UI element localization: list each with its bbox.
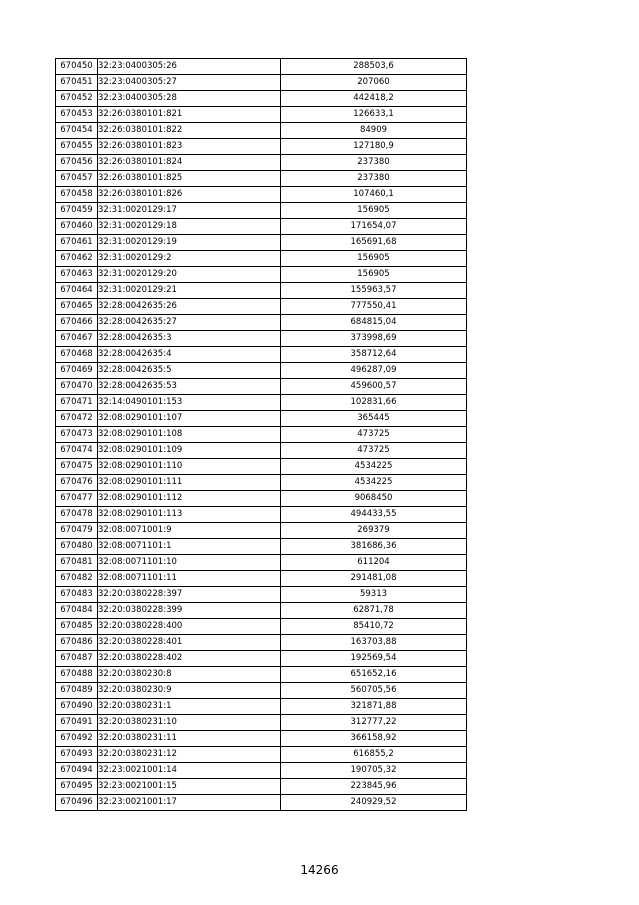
- cadastral-number-cell: 32:26:0380101:821: [98, 107, 281, 123]
- cadastral-number-cell: 32:20:0380228:401: [98, 635, 281, 651]
- row-id-cell: 670486: [56, 635, 98, 651]
- row-id-cell: 670474: [56, 443, 98, 459]
- table-row: [56, 747, 467, 763]
- table-row: [56, 171, 467, 187]
- cadastral-number-cell: 32:31:0020129:18: [98, 219, 281, 235]
- value-cell: 102831,66: [281, 395, 467, 411]
- cadastral-number-cell: 32:08:0290101:113: [98, 507, 281, 523]
- row-id-cell: 670454: [56, 123, 98, 139]
- table-row: [56, 123, 467, 139]
- table-row: [56, 763, 467, 779]
- row-id-cell: 670490: [56, 699, 98, 715]
- cadastral-number-cell: 32:08:0290101:112: [98, 491, 281, 507]
- row-id-cell: 670451: [56, 75, 98, 91]
- value-cell: 240929,52: [281, 795, 467, 811]
- table-row: [56, 155, 467, 171]
- value-cell: 494433,55: [281, 507, 467, 523]
- row-id-cell: 670465: [56, 299, 98, 315]
- table-row: [56, 411, 467, 427]
- row-id-cell: 670482: [56, 571, 98, 587]
- value-cell: 291481,08: [281, 571, 467, 587]
- row-id-cell: 670468: [56, 347, 98, 363]
- table-row: [56, 107, 467, 123]
- table-row: [56, 363, 467, 379]
- table-row: [56, 635, 467, 651]
- cadastral-number-cell: 32:23:0400305:27: [98, 75, 281, 91]
- cadastral-number-cell: 32:20:0380228:402: [98, 651, 281, 667]
- table-row: [56, 59, 467, 75]
- row-id-cell: 670487: [56, 651, 98, 667]
- row-id-cell: 670488: [56, 667, 98, 683]
- table-row: [56, 299, 467, 315]
- row-id-cell: 670457: [56, 171, 98, 187]
- value-cell: 442418,2: [281, 91, 467, 107]
- row-id-cell: 670460: [56, 219, 98, 235]
- value-cell: 155963,57: [281, 283, 467, 299]
- table-row: [56, 587, 467, 603]
- table-row: [56, 443, 467, 459]
- value-cell: 288503,6: [281, 59, 467, 75]
- cadastral-number-cell: 32:26:0380101:824: [98, 155, 281, 171]
- value-cell: 381686,36: [281, 539, 467, 555]
- cadastral-number-cell: 32:28:0042635:5: [98, 363, 281, 379]
- cadastral-value-table: [55, 58, 467, 811]
- value-cell: 358712,64: [281, 347, 467, 363]
- row-id-cell: 670493: [56, 747, 98, 763]
- row-id-cell: 670453: [56, 107, 98, 123]
- value-cell: 59313: [281, 587, 467, 603]
- row-id-cell: 670470: [56, 379, 98, 395]
- page-number: 14266: [300, 863, 339, 877]
- table-body: [56, 59, 467, 811]
- value-cell: 84909: [281, 123, 467, 139]
- value-cell: 777550,41: [281, 299, 467, 315]
- table-row: [56, 75, 467, 91]
- row-id-cell: 670492: [56, 731, 98, 747]
- value-cell: 207060: [281, 75, 467, 91]
- value-cell: 192569,54: [281, 651, 467, 667]
- table-row: [56, 331, 467, 347]
- row-id-cell: 670462: [56, 251, 98, 267]
- cadastral-number-cell: 32:08:0071001:9: [98, 523, 281, 539]
- row-id-cell: 670456: [56, 155, 98, 171]
- table-row: [56, 491, 467, 507]
- value-cell: 366158,92: [281, 731, 467, 747]
- row-id-cell: 670452: [56, 91, 98, 107]
- table-row: [56, 459, 467, 475]
- row-id-cell: 670485: [56, 619, 98, 635]
- row-id-cell: 670469: [56, 363, 98, 379]
- value-cell: 611204: [281, 555, 467, 571]
- table-row: [56, 555, 467, 571]
- value-cell: 237380: [281, 155, 467, 171]
- row-id-cell: 670450: [56, 59, 98, 75]
- cadastral-number-cell: 32:20:0380231:10: [98, 715, 281, 731]
- table-row: [56, 651, 467, 667]
- cadastral-number-cell: 32:08:0071101:1: [98, 539, 281, 555]
- cadastral-number-cell: 32:08:0071101:11: [98, 571, 281, 587]
- value-cell: 126633,1: [281, 107, 467, 123]
- cadastral-number-cell: 32:28:0042635:4: [98, 347, 281, 363]
- row-id-cell: 670455: [56, 139, 98, 155]
- row-id-cell: 670463: [56, 267, 98, 283]
- cadastral-number-cell: 32:20:0380228:397: [98, 587, 281, 603]
- row-id-cell: 670491: [56, 715, 98, 731]
- table-row: [56, 235, 467, 251]
- cadastral-number-cell: 32:23:0021001:14: [98, 763, 281, 779]
- table-row: [56, 667, 467, 683]
- row-id-cell: 670471: [56, 395, 98, 411]
- row-id-cell: 670496: [56, 795, 98, 811]
- value-cell: 4534225: [281, 459, 467, 475]
- cadastral-number-cell: 32:23:0021001:15: [98, 779, 281, 795]
- table-row: [56, 731, 467, 747]
- cadastral-number-cell: 32:14:0490101:153: [98, 395, 281, 411]
- row-id-cell: 670458: [56, 187, 98, 203]
- row-id-cell: 670472: [56, 411, 98, 427]
- table-row: [56, 603, 467, 619]
- row-id-cell: 670480: [56, 539, 98, 555]
- value-cell: 312777,22: [281, 715, 467, 731]
- value-cell: 156905: [281, 203, 467, 219]
- cadastral-number-cell: 32:08:0290101:109: [98, 443, 281, 459]
- row-id-cell: 670479: [56, 523, 98, 539]
- row-id-cell: 670459: [56, 203, 98, 219]
- cadastral-number-cell: 32:20:0380231:12: [98, 747, 281, 763]
- value-cell: 171654,07: [281, 219, 467, 235]
- cadastral-number-cell: 32:23:0400305:28: [98, 91, 281, 107]
- row-id-cell: 670467: [56, 331, 98, 347]
- row-id-cell: 670476: [56, 475, 98, 491]
- cadastral-number-cell: 32:31:0020129:2: [98, 251, 281, 267]
- value-cell: 651652,16: [281, 667, 467, 683]
- table-row: [56, 571, 467, 587]
- value-cell: 560705,56: [281, 683, 467, 699]
- cadastral-number-cell: 32:23:0021001:17: [98, 795, 281, 811]
- value-cell: 165691,68: [281, 235, 467, 251]
- value-cell: 85410,72: [281, 619, 467, 635]
- cadastral-number-cell: 32:26:0380101:823: [98, 139, 281, 155]
- table-row: [56, 219, 467, 235]
- cadastral-number-cell: 32:28:0042635:3: [98, 331, 281, 347]
- table-row: [56, 203, 467, 219]
- cadastral-number-cell: 32:26:0380101:825: [98, 171, 281, 187]
- table-row: [56, 187, 467, 203]
- cadastral-number-cell: 32:23:0400305:26: [98, 59, 281, 75]
- cadastral-number-cell: 32:26:0380101:826: [98, 187, 281, 203]
- value-cell: 127180,9: [281, 139, 467, 155]
- value-cell: 321871,88: [281, 699, 467, 715]
- cadastral-number-cell: 32:31:0020129:17: [98, 203, 281, 219]
- table-row: [56, 619, 467, 635]
- cadastral-number-cell: 32:20:0380231:11: [98, 731, 281, 747]
- value-cell: 365445: [281, 411, 467, 427]
- value-cell: 684815,04: [281, 315, 467, 331]
- row-id-cell: 670495: [56, 779, 98, 795]
- cadastral-number-cell: 32:20:0380231:1: [98, 699, 281, 715]
- value-cell: 269379: [281, 523, 467, 539]
- table-row: [56, 267, 467, 283]
- value-cell: 237380: [281, 171, 467, 187]
- table-row: [56, 91, 467, 107]
- row-id-cell: 670477: [56, 491, 98, 507]
- table-row: [56, 523, 467, 539]
- table-row: [56, 715, 467, 731]
- cadastral-number-cell: 32:20:0380228:399: [98, 603, 281, 619]
- value-cell: 616855,2: [281, 747, 467, 763]
- value-cell: 156905: [281, 251, 467, 267]
- cadastral-number-cell: 32:31:0020129:21: [98, 283, 281, 299]
- value-cell: 156905: [281, 267, 467, 283]
- value-cell: 9068450: [281, 491, 467, 507]
- value-cell: 473725: [281, 443, 467, 459]
- table-row: [56, 475, 467, 491]
- table-row: [56, 139, 467, 155]
- row-id-cell: 670461: [56, 235, 98, 251]
- value-cell: 473725: [281, 427, 467, 443]
- table-row: [56, 795, 467, 811]
- table-row: [56, 283, 467, 299]
- value-cell: 62871,78: [281, 603, 467, 619]
- value-cell: 190705,32: [281, 763, 467, 779]
- cadastral-number-cell: 32:20:0380230:8: [98, 667, 281, 683]
- table-row: [56, 251, 467, 267]
- table-row: [56, 779, 467, 795]
- row-id-cell: 670464: [56, 283, 98, 299]
- cadastral-number-cell: 32:28:0042635:27: [98, 315, 281, 331]
- table-row: [56, 347, 467, 363]
- table-row: [56, 315, 467, 331]
- cadastral-number-cell: 32:08:0290101:107: [98, 411, 281, 427]
- row-id-cell: 670475: [56, 459, 98, 475]
- row-id-cell: 670478: [56, 507, 98, 523]
- row-id-cell: 670473: [56, 427, 98, 443]
- value-cell: 496287,09: [281, 363, 467, 379]
- cadastral-number-cell: 32:31:0020129:20: [98, 267, 281, 283]
- cadastral-number-cell: 32:08:0290101:108: [98, 427, 281, 443]
- row-id-cell: 670481: [56, 555, 98, 571]
- cadastral-number-cell: 32:08:0071101:10: [98, 555, 281, 571]
- cadastral-number-cell: 32:20:0380230:9: [98, 683, 281, 699]
- table-row: [56, 379, 467, 395]
- table-row: [56, 427, 467, 443]
- cadastral-number-cell: 32:31:0020129:19: [98, 235, 281, 251]
- cadastral-number-cell: 32:28:0042635:26: [98, 299, 281, 315]
- row-id-cell: 670484: [56, 603, 98, 619]
- value-cell: 163703,88: [281, 635, 467, 651]
- cadastral-number-cell: 32:26:0380101:822: [98, 123, 281, 139]
- table-row: [56, 699, 467, 715]
- row-id-cell: 670483: [56, 587, 98, 603]
- table-row: [56, 507, 467, 523]
- value-cell: 4534225: [281, 475, 467, 491]
- table-row: [56, 395, 467, 411]
- cadastral-number-cell: 32:28:0042635:53: [98, 379, 281, 395]
- row-id-cell: 670489: [56, 683, 98, 699]
- row-id-cell: 670466: [56, 315, 98, 331]
- cadastral-number-cell: 32:08:0290101:111: [98, 475, 281, 491]
- value-cell: 223845,96: [281, 779, 467, 795]
- cadastral-number-cell: 32:08:0290101:110: [98, 459, 281, 475]
- value-cell: 107460,1: [281, 187, 467, 203]
- cadastral-number-cell: 32:20:0380228:400: [98, 619, 281, 635]
- value-cell: 373998,69: [281, 331, 467, 347]
- table-row: [56, 539, 467, 555]
- table-row: [56, 683, 467, 699]
- value-cell: 459600,57: [281, 379, 467, 395]
- row-id-cell: 670494: [56, 763, 98, 779]
